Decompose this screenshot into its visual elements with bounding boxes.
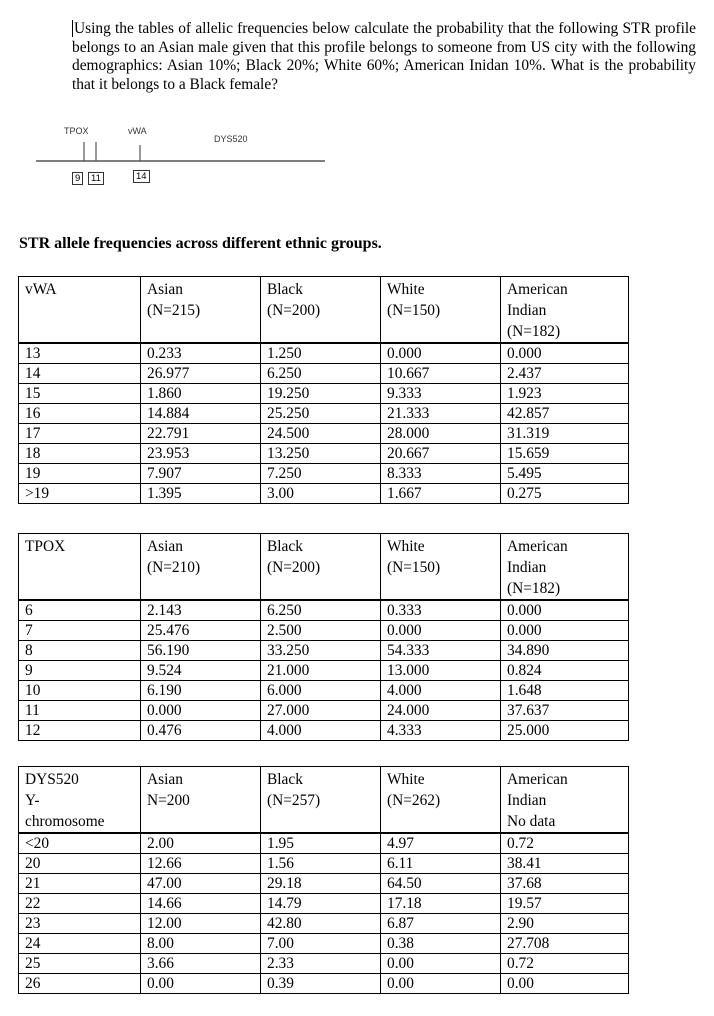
frequency-cell: 21.000 (261, 661, 381, 681)
frequency-cell: 6.250 (261, 600, 381, 621)
header-line: Asian (147, 281, 183, 298)
table-row (19, 621, 629, 641)
header-line: Y- (25, 792, 40, 809)
header-line: (N=262) (387, 792, 441, 809)
table-row (19, 854, 629, 874)
frequency-cell: 14.884 (141, 404, 261, 424)
frequency-cell: 6.11 (381, 854, 501, 874)
frequency-cell: 64.50 (381, 874, 501, 894)
header-line: (N=182) (507, 323, 561, 340)
header-line: Black (267, 771, 303, 788)
frequency-cell: 28.000 (381, 424, 501, 444)
str-profile-diagram (0, 0, 714, 200)
allele-cell: 10 (19, 681, 141, 701)
header-line: N=200 (147, 792, 190, 809)
frequency-cell: 31.319 (501, 424, 629, 444)
header-line: DYS520 (25, 771, 79, 788)
header-line: White (387, 771, 425, 788)
frequency-cell: 6.250 (261, 364, 381, 384)
frequency-cell: 2.90 (501, 914, 629, 934)
frequency-cell: 23.953 (141, 444, 261, 464)
header-cell (261, 767, 381, 834)
allele-cell: 13 (19, 343, 141, 364)
table-row (19, 974, 629, 994)
tpox-allele-9: 9 (72, 172, 83, 185)
header-line: American (507, 771, 568, 788)
header-line: (N=150) (387, 559, 441, 576)
dys520-locus-label: DYS520 (214, 134, 248, 144)
frequency-cell: 27.708 (501, 934, 629, 954)
frequency-cell: 27.000 (261, 701, 381, 721)
header-cell (261, 277, 381, 344)
header-cell (501, 767, 629, 834)
frequency-cell: 14.66 (141, 894, 261, 914)
frequency-cell: 47.00 (141, 874, 261, 894)
frequency-cell: 0.00 (501, 974, 629, 994)
frequency-cell: 25.476 (141, 621, 261, 641)
allele-cell: 17 (19, 424, 141, 444)
header-line: (N=257) (267, 792, 321, 809)
frequency-cell: 38.41 (501, 854, 629, 874)
frequency-cell: 0.000 (381, 343, 501, 364)
table-row (19, 914, 629, 934)
header-line: (N=215) (147, 302, 201, 319)
allele-cell: 6 (19, 600, 141, 621)
table-row (19, 894, 629, 914)
frequency-cell: 25.000 (501, 721, 629, 741)
frequency-cell: 3.00 (261, 484, 381, 504)
frequency-cell: 0.275 (501, 484, 629, 504)
frequency-cell: 2.143 (141, 600, 261, 621)
frequency-cell: 42.80 (261, 914, 381, 934)
allele-cell: <20 (19, 833, 141, 854)
vwa-allele-14: 14 (133, 170, 150, 183)
header-cell (501, 534, 629, 601)
table-row (19, 404, 629, 424)
frequency-cell: 13.250 (261, 444, 381, 464)
table-row (19, 641, 629, 661)
header-line: TPOX (25, 538, 66, 555)
frequency-cell: 26.977 (141, 364, 261, 384)
frequency-cell: 0.233 (141, 343, 261, 364)
allele-cell: 24 (19, 934, 141, 954)
table-row (19, 343, 629, 364)
frequency-cell: 4.000 (261, 721, 381, 741)
frequency-cell: 37.637 (501, 701, 629, 721)
header-line: Indian (507, 792, 547, 809)
table-row (19, 661, 629, 681)
frequency-cell: 37.68 (501, 874, 629, 894)
frequency-cell: 0.000 (501, 600, 629, 621)
frequency-cell: 2.33 (261, 954, 381, 974)
allele-cell: 14 (19, 364, 141, 384)
frequency-cell: 29.18 (261, 874, 381, 894)
frequency-cell: 20.667 (381, 444, 501, 464)
frequency-cell: 0.38 (381, 934, 501, 954)
header-line: (N=210) (147, 559, 201, 576)
frequency-cell: 1.667 (381, 484, 501, 504)
frequency-cell: 14.79 (261, 894, 381, 914)
allele-cell: 18 (19, 444, 141, 464)
header-cell (501, 277, 629, 344)
frequency-cell: 12.66 (141, 854, 261, 874)
allele-cell: 23 (19, 914, 141, 934)
header-line: (N=200) (267, 302, 321, 319)
table-row (19, 701, 629, 721)
frequency-cell: 7.00 (261, 934, 381, 954)
header-line: (N=182) (507, 580, 561, 597)
frequency-cell: 2.00 (141, 833, 261, 854)
allele-cell: 7 (19, 621, 141, 641)
frequency-cell: 0.000 (501, 343, 629, 364)
header-cell (141, 767, 261, 834)
header-cell (19, 277, 141, 344)
header-line: White (387, 281, 425, 298)
tpox-locus-label: TPOX (64, 126, 89, 136)
frequency-cell: 0.333 (381, 600, 501, 621)
table-row (19, 484, 629, 504)
allele-cell: 9 (19, 661, 141, 681)
header-cell (19, 767, 141, 834)
allele-cell: 26 (19, 974, 141, 994)
frequency-cell: 0.72 (501, 833, 629, 854)
frequency-cell: 34.890 (501, 641, 629, 661)
frequency-cell: 42.857 (501, 404, 629, 424)
frequency-cell: 3.66 (141, 954, 261, 974)
vwa-frequency-table (18, 276, 629, 504)
table-row (19, 464, 629, 484)
header-line: Indian (507, 559, 547, 576)
allele-cell: 15 (19, 384, 141, 404)
electropherogram (0, 0, 714, 200)
allele-cell: 8 (19, 641, 141, 661)
table-row (19, 444, 629, 464)
frequency-cell: 25.250 (261, 404, 381, 424)
frequency-cell: 0.00 (381, 954, 501, 974)
frequency-cell: 0.824 (501, 661, 629, 681)
header-line: (N=200) (267, 559, 321, 576)
frequency-cell: 6.87 (381, 914, 501, 934)
question-text: Using the tables of allelic frequencies below calculate the probability that the following STR profile belongs to an Asian male given that this profile belongs to someone from US city with the following demographics: Asian 10%; Black 20%; White 60%; American Inidan 10%. What is the probability that it belongs to a Black female? (72, 20, 696, 93)
frequency-cell: 24.500 (261, 424, 381, 444)
frequency-cell: 8.333 (381, 464, 501, 484)
frequency-cell: 7.907 (141, 464, 261, 484)
header-line: American (507, 281, 568, 298)
frequency-cell: 4.97 (381, 833, 501, 854)
frequency-cell: 1.95 (261, 833, 381, 854)
header-line: Indian (507, 302, 547, 319)
header-line: Black (267, 281, 303, 298)
frequency-cell: 1.395 (141, 484, 261, 504)
table-row (19, 833, 629, 854)
header-cell (141, 534, 261, 601)
header-line: vWA (25, 281, 57, 298)
frequency-cell: 22.791 (141, 424, 261, 444)
frequency-cell: 0.000 (381, 621, 501, 641)
header-line: Black (267, 538, 303, 555)
tpox-allele-11: 11 (88, 172, 104, 185)
frequency-cell: 0.476 (141, 721, 261, 741)
header-cell (381, 277, 501, 344)
header-row (19, 767, 629, 834)
frequency-cell: 0.00 (381, 974, 501, 994)
frequency-cell: 6.190 (141, 681, 261, 701)
frequency-cell: 24.000 (381, 701, 501, 721)
allele-cell: 20 (19, 854, 141, 874)
vwa-locus-label: vWA (128, 126, 147, 136)
frequency-cell: 2.437 (501, 364, 629, 384)
table-row (19, 721, 629, 741)
frequency-cell: 8.00 (141, 934, 261, 954)
frequency-cell: 10.667 (381, 364, 501, 384)
frequency-cell: 0.72 (501, 954, 629, 974)
frequency-cell: 21.333 (381, 404, 501, 424)
frequency-cell: 1.250 (261, 343, 381, 364)
frequency-cell: 17.18 (381, 894, 501, 914)
header-cell (261, 534, 381, 601)
table-row (19, 954, 629, 974)
allele-cell: 16 (19, 404, 141, 424)
allele-cell: 21 (19, 874, 141, 894)
allele-cell: 11 (19, 701, 141, 721)
frequency-cell: 33.250 (261, 641, 381, 661)
frequency-cell: 6.000 (261, 681, 381, 701)
frequency-cell: 15.659 (501, 444, 629, 464)
header-row (19, 277, 629, 344)
header-row (19, 534, 629, 601)
frequency-cell: 1.860 (141, 384, 261, 404)
frequency-cell: 1.648 (501, 681, 629, 701)
header-line: American (507, 538, 568, 555)
table-row (19, 364, 629, 384)
frequency-cell: 1.923 (501, 384, 629, 404)
frequency-cell: 9.524 (141, 661, 261, 681)
frequency-cell: 4.000 (381, 681, 501, 701)
section-title: STR allele frequencies across different ethnic groups. (19, 235, 382, 252)
table-row (19, 384, 629, 404)
frequency-cell: 2.500 (261, 621, 381, 641)
frequency-cell: 19.57 (501, 894, 629, 914)
frequency-cell: 7.250 (261, 464, 381, 484)
header-line: chromosome (25, 813, 105, 830)
frequency-cell: 9.333 (381, 384, 501, 404)
table-row (19, 424, 629, 444)
allele-cell: 25 (19, 954, 141, 974)
frequency-cell: 1.56 (261, 854, 381, 874)
header-line: Asian (147, 771, 183, 788)
table-row (19, 681, 629, 701)
table-row (19, 934, 629, 954)
tpox-frequency-table (18, 533, 629, 741)
dys520-frequency-table (18, 766, 629, 994)
frequency-cell: 0.000 (501, 621, 629, 641)
frequency-cell: 4.333 (381, 721, 501, 741)
frequency-cell: 56.190 (141, 641, 261, 661)
table-row (19, 600, 629, 621)
header-cell (381, 534, 501, 601)
frequency-cell: 19.250 (261, 384, 381, 404)
header-line: No data (507, 813, 556, 830)
allele-cell: 12 (19, 721, 141, 741)
frequency-cell: 0.000 (141, 701, 261, 721)
allele-cell: >19 (19, 484, 141, 504)
table-row (19, 874, 629, 894)
header-line: (N=150) (387, 302, 441, 319)
frequency-cell: 13.000 (381, 661, 501, 681)
allele-cell: 19 (19, 464, 141, 484)
header-cell (19, 534, 141, 601)
header-line: White (387, 538, 425, 555)
header-cell (381, 767, 501, 834)
allele-cell: 22 (19, 894, 141, 914)
frequency-cell: 5.495 (501, 464, 629, 484)
header-cell (141, 277, 261, 344)
frequency-cell: 0.39 (261, 974, 381, 994)
frequency-cell: 12.00 (141, 914, 261, 934)
frequency-cell: 0.00 (141, 974, 261, 994)
frequency-cell: 54.333 (381, 641, 501, 661)
header-line: Asian (147, 538, 183, 555)
